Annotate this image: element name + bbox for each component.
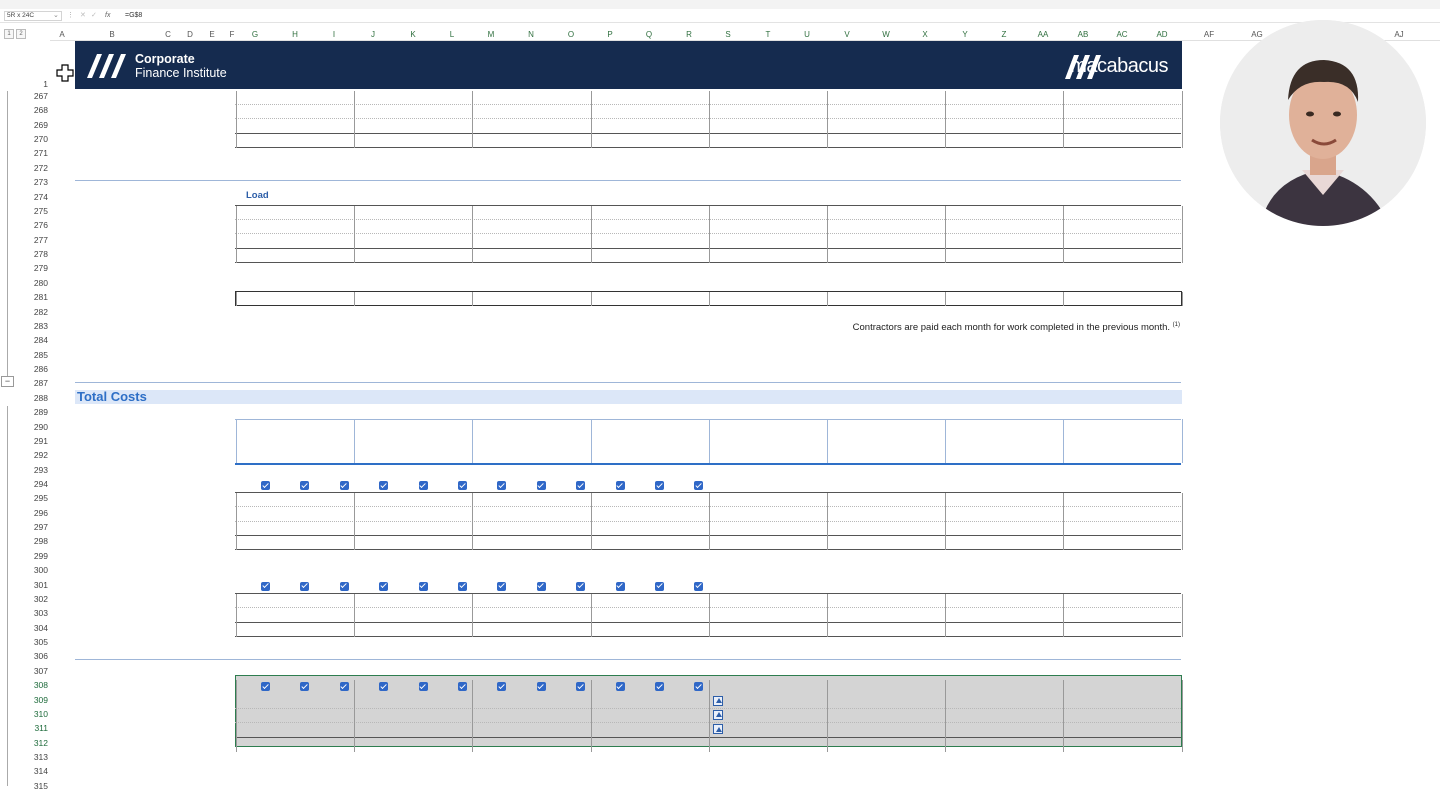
quarter-divider [591,493,592,550]
name-box[interactable]: 5R x 24C [4,11,62,21]
row-number-279[interactable]: 279 [33,263,48,274]
more-icon: ⋮ [67,12,74,19]
row-number-1[interactable]: 1 [43,79,48,89]
row-number-303[interactable]: 303 [33,608,48,619]
row-number-295[interactable]: 295 [33,493,48,504]
chevron-down-icon[interactable]: ⌄ [53,12,59,19]
column-header-h[interactable]: H [292,30,298,39]
row-number-276[interactable]: 276 [33,220,48,231]
include-checkbox[interactable] [537,682,546,691]
include-checkbox[interactable] [576,582,585,591]
row-number-284[interactable]: 284 [33,335,48,346]
quarter-divider [1063,292,1064,306]
include-checkbox[interactable] [616,481,625,490]
column-header-s[interactable]: S [725,30,731,39]
quarter-divider [1063,493,1064,550]
column-header-ag[interactable]: AG [1251,30,1263,39]
quarter-divider [1063,91,1064,148]
row-number-267[interactable]: 267 [33,91,48,101]
include-checkbox[interactable] [300,481,309,490]
include-checkbox[interactable] [379,582,388,591]
column-header-d[interactable]: D [187,30,193,39]
include-checkbox[interactable] [694,682,703,691]
row-number-312[interactable]: 312 [33,737,48,748]
quarter-divider [591,419,592,464]
quarter-divider [354,594,355,637]
step-up-indicator-icon[interactable] [713,724,723,734]
row-number-292[interactable]: 292 [33,450,48,461]
include-checkbox[interactable] [655,682,664,691]
row-number-306[interactable]: 306 [33,651,48,662]
include-checkbox[interactable] [261,481,270,490]
row-number-288[interactable]: 288 [33,392,48,403]
row-number-302[interactable]: 302 [33,593,48,604]
row-number-286[interactable]: 286 [33,364,48,375]
quarter-divider [827,419,828,464]
footnote-ref: (1) [1172,322,1180,328]
row-number-315[interactable]: 315 [33,780,48,789]
enter-icon[interactable]: ✓ [91,12,97,19]
quarter-divider [236,206,237,263]
include-checkbox[interactable] [537,582,546,591]
quarter-divider [236,493,237,550]
brand-name: Corporate [135,52,195,66]
row-number-304[interactable]: 304 [33,622,48,633]
include-checkbox[interactable] [537,481,546,490]
column-header-af[interactable]: AF [1203,30,1215,39]
row-number-283[interactable]: 283 [33,320,48,331]
column-header-c[interactable]: C [165,30,171,39]
step-up-indicator-icon[interactable] [713,710,723,720]
quarter-divider [827,206,828,263]
quarter-divider [354,680,355,751]
include-checkbox[interactable] [340,582,349,591]
row-number-294[interactable]: 294 [33,478,48,489]
quarter-divider [1182,680,1183,751]
partner-name: macabacus [1070,55,1168,77]
include-checkbox[interactable] [458,481,467,490]
quarter-divider [1063,680,1064,751]
quarter-divider [472,292,473,306]
include-checkbox[interactable] [458,582,467,591]
include-checkbox[interactable] [458,682,467,691]
row-number-271[interactable]: 271 [33,148,48,159]
column-header-a[interactable]: A [59,30,65,39]
row-number-291[interactable]: 291 [33,435,48,446]
row-number-311[interactable]: 311 [34,723,48,734]
quarter-divider [945,594,946,637]
quarter-divider [945,419,946,464]
include-checkbox[interactable] [300,582,309,591]
brand-subtitle: Finance Institute [135,66,227,80]
include-checkbox[interactable] [497,682,506,691]
footnote-text: Contractors are paid each month for work completed in the previous month. [852,322,1171,334]
row-number-299[interactable]: 299 [33,550,48,561]
include-checkbox[interactable] [261,582,270,591]
column-header-b[interactable]: B [109,30,115,39]
include-checkbox[interactable] [261,682,270,691]
quarter-divider [1182,493,1183,550]
row-number-281[interactable]: 281 [33,292,48,303]
quarter-divider [827,680,828,751]
presenter-video [1220,20,1426,226]
step-up-indicator-icon[interactable] [713,696,723,706]
quarter-divider [945,680,946,751]
row-number-314[interactable]: 314 [33,766,48,777]
quarter-divider [472,419,473,464]
include-checkbox[interactable] [497,481,506,490]
cancel-icon[interactable]: ✕ [80,12,86,19]
column-header-f[interactable]: F [229,30,235,39]
quarter-divider [709,594,710,637]
section-band [75,390,1182,404]
section-title-total-costs: Total Costs [77,389,147,404]
column-header-aa[interactable]: AA [1037,30,1049,39]
include-checkbox[interactable] [340,682,349,691]
quarter-divider [1063,206,1064,263]
row-number-274[interactable]: 274 [33,191,48,202]
include-checkbox[interactable] [300,682,309,691]
quarter-divider [827,594,828,637]
quarter-divider [945,206,946,263]
row-number-307[interactable]: 307 [33,665,48,676]
outline-level-1-button[interactable]: 1 [4,29,14,39]
row-number-296[interactable]: 296 [33,507,48,518]
row-number-310[interactable]: 310 [33,708,48,719]
include-checkbox[interactable] [616,582,625,591]
load-link[interactable]: Load [246,190,269,201]
quarter-divider [354,206,355,263]
column-header-ac[interactable]: AC [1116,30,1128,39]
quarter-divider [1182,206,1183,263]
quarter-divider [472,91,473,148]
formula-text[interactable]: =G$8 [125,12,143,19]
include-checkbox[interactable] [379,682,388,691]
column-header-v[interactable]: V [844,30,850,39]
quarter-divider [472,680,473,751]
row-number-272[interactable]: 272 [33,162,48,173]
row-number-297[interactable]: 297 [33,522,48,533]
collapse-group-button[interactable]: − [1,376,14,387]
include-checkbox[interactable] [694,582,703,591]
quarter-divider [1063,419,1064,464]
quarter-divider [591,292,592,306]
row-number-305[interactable]: 305 [33,637,48,648]
row-number-277[interactable]: 277 [33,234,48,245]
include-checkbox[interactable] [419,481,428,490]
quarter-divider [709,91,710,148]
row-number-269[interactable]: 269 [33,119,48,130]
quarter-divider [945,493,946,550]
row-number-309[interactable]: 309 [33,694,48,705]
row-number-293[interactable]: 293 [33,464,48,475]
quarter-divider [236,292,237,306]
column-header-j[interactable]: J [371,30,375,39]
row-number-300[interactable]: 300 [33,565,48,576]
quarter-divider [827,292,828,306]
include-checkbox[interactable] [694,481,703,490]
quarter-divider [1182,292,1183,306]
quarter-divider [354,493,355,550]
column-header-m[interactable]: M [487,30,495,39]
quarter-divider [472,594,473,637]
outline-level-2-button[interactable]: 2 [16,29,26,39]
column-header-r[interactable]: R [686,30,692,39]
column-header-q[interactable]: Q [645,30,653,39]
row-number-282[interactable]: 282 [33,306,48,317]
include-checkbox[interactable] [655,582,664,591]
quarter-divider [709,493,710,550]
quarter-divider [827,91,828,148]
quarter-divider [1063,594,1064,637]
section-separator [75,180,1181,181]
row-number-270[interactable]: 270 [33,134,48,145]
row-number-308[interactable]: 308 [33,680,48,691]
quarter-divider [1182,419,1183,464]
column-header-l[interactable]: L [449,30,455,39]
column-header-n[interactable]: N [528,30,534,39]
quarter-divider [591,91,592,148]
column-header-x[interactable]: X [922,30,928,39]
column-header-ad[interactable]: AD [1156,30,1168,39]
row-number-285[interactable]: 285 [33,349,48,360]
row-number-278[interactable]: 278 [33,249,48,260]
quarter-divider [827,493,828,550]
row-number-313[interactable]: 313 [33,752,48,763]
include-checkbox[interactable] [379,481,388,490]
quarter-divider [236,594,237,637]
include-checkbox[interactable] [576,682,585,691]
section-separator [75,382,1181,383]
row-number-280[interactable]: 280 [33,277,48,288]
presenter-avatar-icon [1220,20,1426,226]
row-number-287[interactable]: 287 [33,378,48,389]
quarter-divider [236,419,237,464]
quarter-divider [354,292,355,306]
quarter-divider [472,493,473,550]
row-number-275[interactable]: 275 [33,205,48,216]
include-checkbox[interactable] [497,582,506,591]
quarter-divider [472,206,473,263]
column-header-ab[interactable]: AB [1077,30,1089,39]
row-number-301[interactable]: 301 [33,579,48,590]
quarter-divider [236,680,237,751]
footnote [853,319,1180,334]
column-header-e[interactable]: E [209,30,215,39]
quarter-divider [709,680,710,751]
quarter-divider [591,594,592,637]
row-number-290[interactable]: 290 [33,421,48,432]
include-checkbox[interactable] [419,582,428,591]
column-header-t[interactable]: T [765,30,771,39]
function-icon[interactable]: fx [105,12,111,19]
include-checkbox[interactable] [655,481,664,490]
column-header-z[interactable]: Z [1001,30,1007,39]
include-checkbox[interactable] [576,481,585,490]
row-number-268[interactable]: 268 [33,105,48,116]
include-checkbox[interactable] [340,481,349,490]
rule [235,464,1181,465]
quarter-divider [354,91,355,148]
quarter-divider [1182,594,1183,637]
row-number-273[interactable]: 273 [33,177,48,188]
quarter-divider [709,206,710,263]
column-header-p[interactable]: P [607,30,613,39]
quarter-divider [236,91,237,148]
quarter-divider [945,292,946,306]
quarter-divider [354,419,355,464]
column-header-i[interactable]: I [332,30,336,39]
column-header-u[interactable]: U [804,30,810,39]
column-header-y[interactable]: Y [962,30,968,39]
column-header-g[interactable]: G [251,30,259,39]
section-separator [75,659,1181,660]
quarter-divider [945,91,946,148]
quarter-divider [1182,91,1183,148]
column-header-o[interactable]: O [567,30,575,39]
column-header-aj[interactable]: AJ [1394,30,1404,39]
quarter-divider [709,292,710,306]
row-number-298[interactable]: 298 [33,536,48,547]
row-number-289[interactable]: 289 [33,407,48,418]
quarter-divider [591,206,592,263]
quarter-divider [591,680,592,751]
column-header-w[interactable]: W [882,30,890,39]
include-checkbox[interactable] [616,682,625,691]
quarter-divider [709,419,710,464]
column-header-k[interactable]: K [410,30,416,39]
include-checkbox[interactable] [419,682,428,691]
